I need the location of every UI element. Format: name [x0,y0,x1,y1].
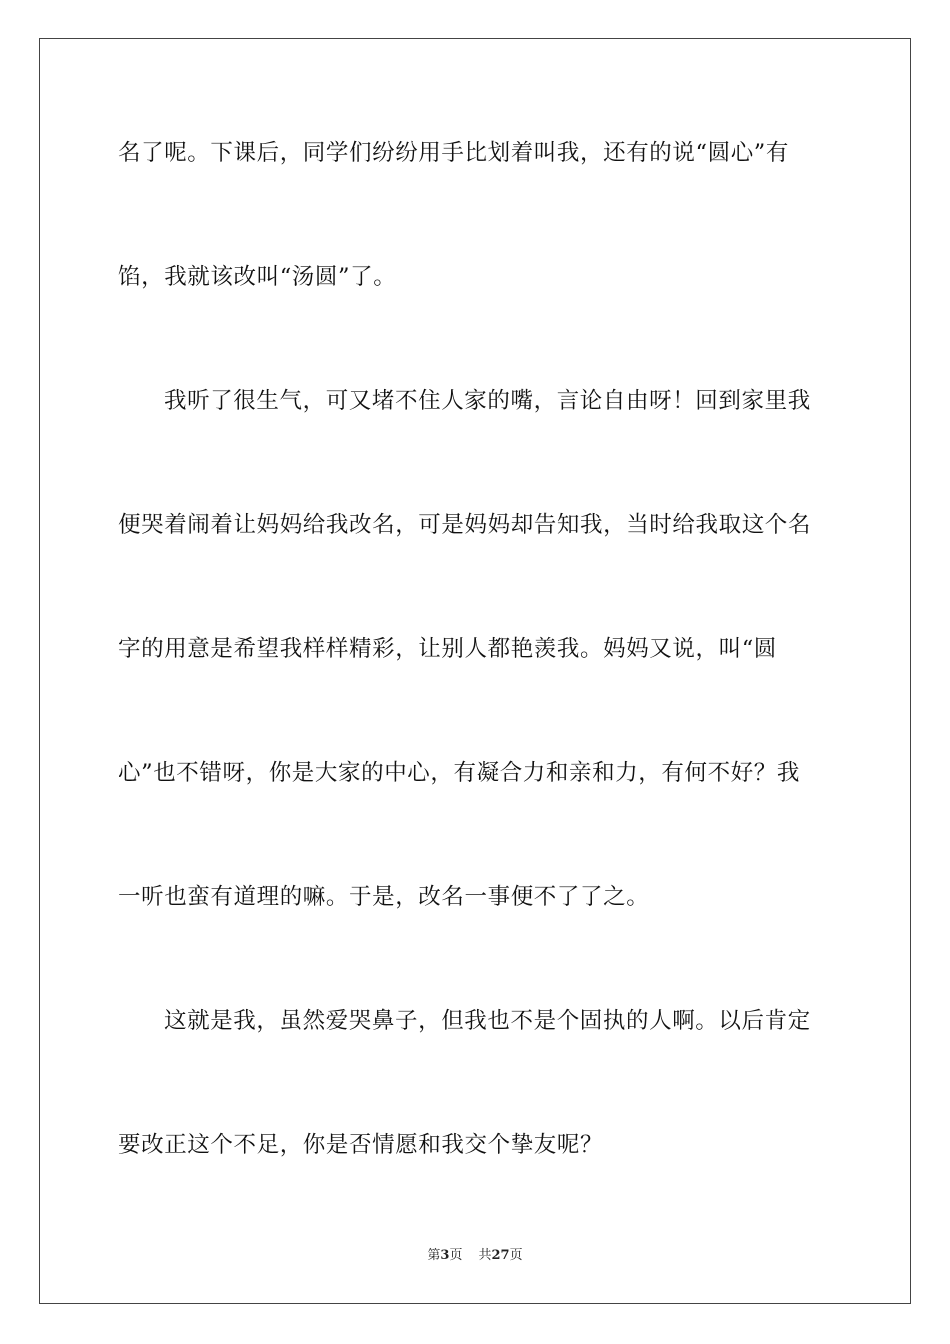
body-line-4: 便哭着闹着让妈妈给我改名，可是妈妈却告知我，当时给我取这个名 [118,512,812,538]
body-line-8: 这就是我，虽然爱哭鼻子，但我也不是个固执的人啊。以后肯定 [164,1008,811,1034]
page-suffix: 页 [449,1248,463,1263]
body-line-1: 名了呢。下课后，同学们纷纷用手比划着叫我，还有的说“圆心”有 [118,140,790,166]
body-line-9: 要改正这个不足，你是否情愿和我交个挚友呢？ [118,1132,604,1158]
page-current: 3 [440,1248,450,1263]
page-prefix: 第 [427,1248,441,1263]
body-line-2: 馅，我就该改叫“汤圆”了。 [118,264,397,290]
body-line-3: 我听了很生气，可又堵不住人家的嘴，言论自由呀！回到家里我 [164,388,811,414]
page-total: 27 [491,1248,510,1263]
page-border [39,38,911,1304]
body-line-5: 字的用意是希望我样样精彩，让别人都艳羡我。妈妈又说，叫“圆 [118,636,777,662]
body-line-7: 一听也蛮有道理的嘛。于是，改名一事便不了了之。 [118,884,650,910]
total-suffix: 页 [509,1248,523,1263]
total-prefix: 共 [478,1248,492,1263]
page-footer [0,1247,950,1265]
body-line-6: 心”也不错呀，你是大家的中心，有凝合力和亲和力，有何不好？我 [118,760,801,786]
